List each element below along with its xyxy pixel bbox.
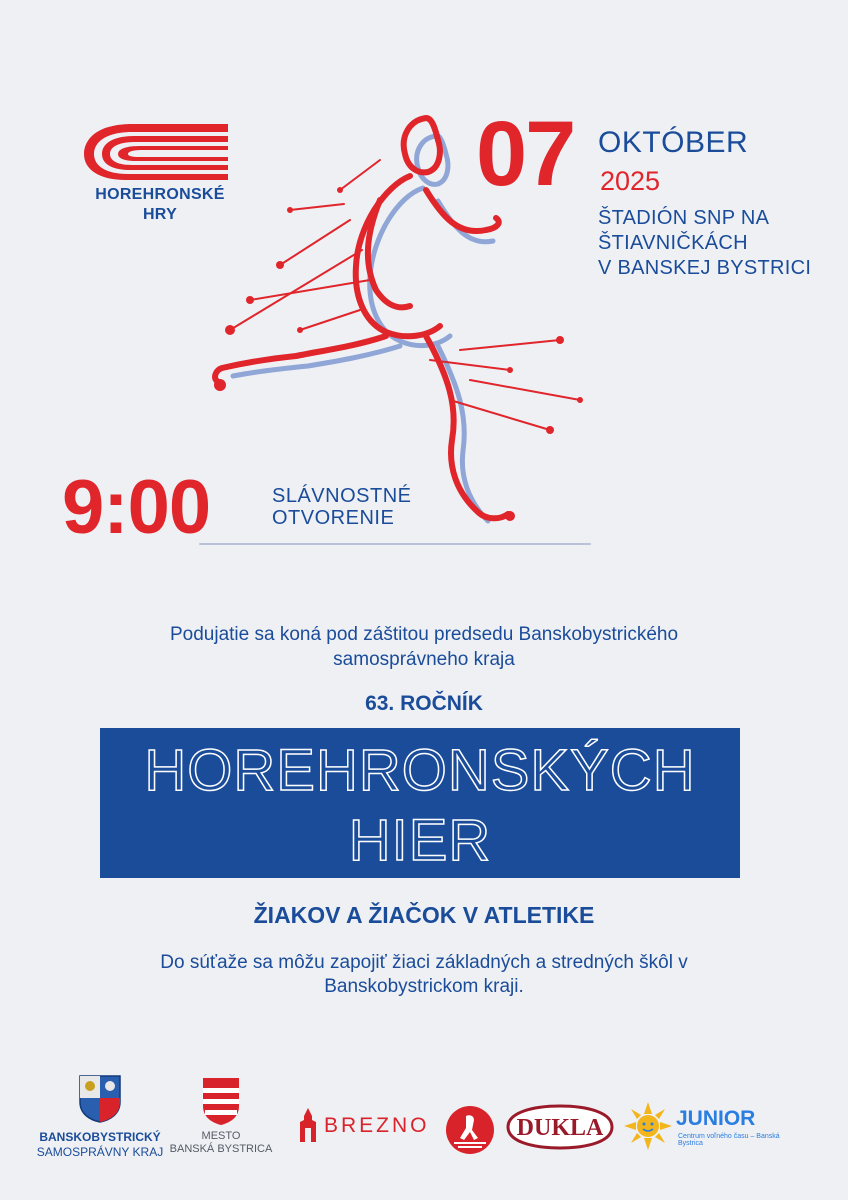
logo-mesto-banska-bystrica (164, 1076, 278, 1162)
mesto-coat-of-arms-icon (201, 1076, 241, 1126)
venue-line3: V BANSKEJ BYSTRICI (598, 257, 812, 279)
description-line1: Do súťaže sa môžu zapojiť žiaci základných a stredných škôl v (160, 952, 688, 973)
logo-line2: HRY (142, 206, 178, 223)
logo-bbsk (30, 1074, 170, 1164)
banner-line2: HIER (348, 808, 492, 873)
brezno-name: BREZNO (324, 1114, 430, 1137)
title-banner (100, 728, 740, 878)
sport-club-emblem-icon (444, 1104, 496, 1156)
dukla-name: DUKLA (516, 1115, 604, 1141)
bbsk-name-line1: BANSKOBYSTRICKÝ (39, 1130, 161, 1144)
junior-tagline: Centrum voľného času – Banská Bystrica (678, 1133, 780, 1147)
bbsk-coat-of-arms-icon (78, 1074, 122, 1124)
patronage-line2: samosprávneho kraja (333, 649, 515, 670)
time-label-line2: OTVORENIE (272, 507, 395, 529)
mesto-name-line2: BANSKÁ BYSTRICA (169, 1143, 273, 1155)
subtitle: ŽIAKOV A ŽIAČOK V ATLETIKE (253, 902, 595, 928)
event-month: OKTÓBER (598, 126, 749, 159)
logo-junior (624, 1102, 794, 1152)
bbsk-name-line2: SAMOSPRÁVNY KRAJ (36, 1145, 164, 1159)
venue-line1: ŠTADIÓN SNP NA (598, 207, 770, 229)
event-year: 2025 (600, 166, 661, 196)
event-day: 07 (476, 103, 575, 205)
time-label-line1: SLÁVNOSTNÉ (272, 485, 412, 507)
venue-line2: ŠTIAVNIČKÁCH (598, 232, 748, 254)
logo-brezno (296, 1106, 436, 1146)
logo-line1: HOREHRONSKÉ (95, 186, 225, 203)
description-line2: Banskobystrickom kraji. (324, 976, 524, 997)
dukla-emblem-icon (504, 1102, 616, 1152)
edition-label: 63. ROČNÍK (365, 692, 483, 715)
mesto-name-line1: MESTO (201, 1130, 241, 1142)
banner-line1: HOREHRONSKÝCH (144, 738, 696, 803)
junior-sun-icon (624, 1102, 672, 1150)
brezno-tower-icon (296, 1108, 320, 1144)
event-time: 9:00 (62, 465, 211, 550)
patronage-line1: Podujatie sa koná pod záštitou predsedu Banskobystrického (169, 624, 679, 645)
junior-name: JUNIOR (676, 1107, 756, 1130)
